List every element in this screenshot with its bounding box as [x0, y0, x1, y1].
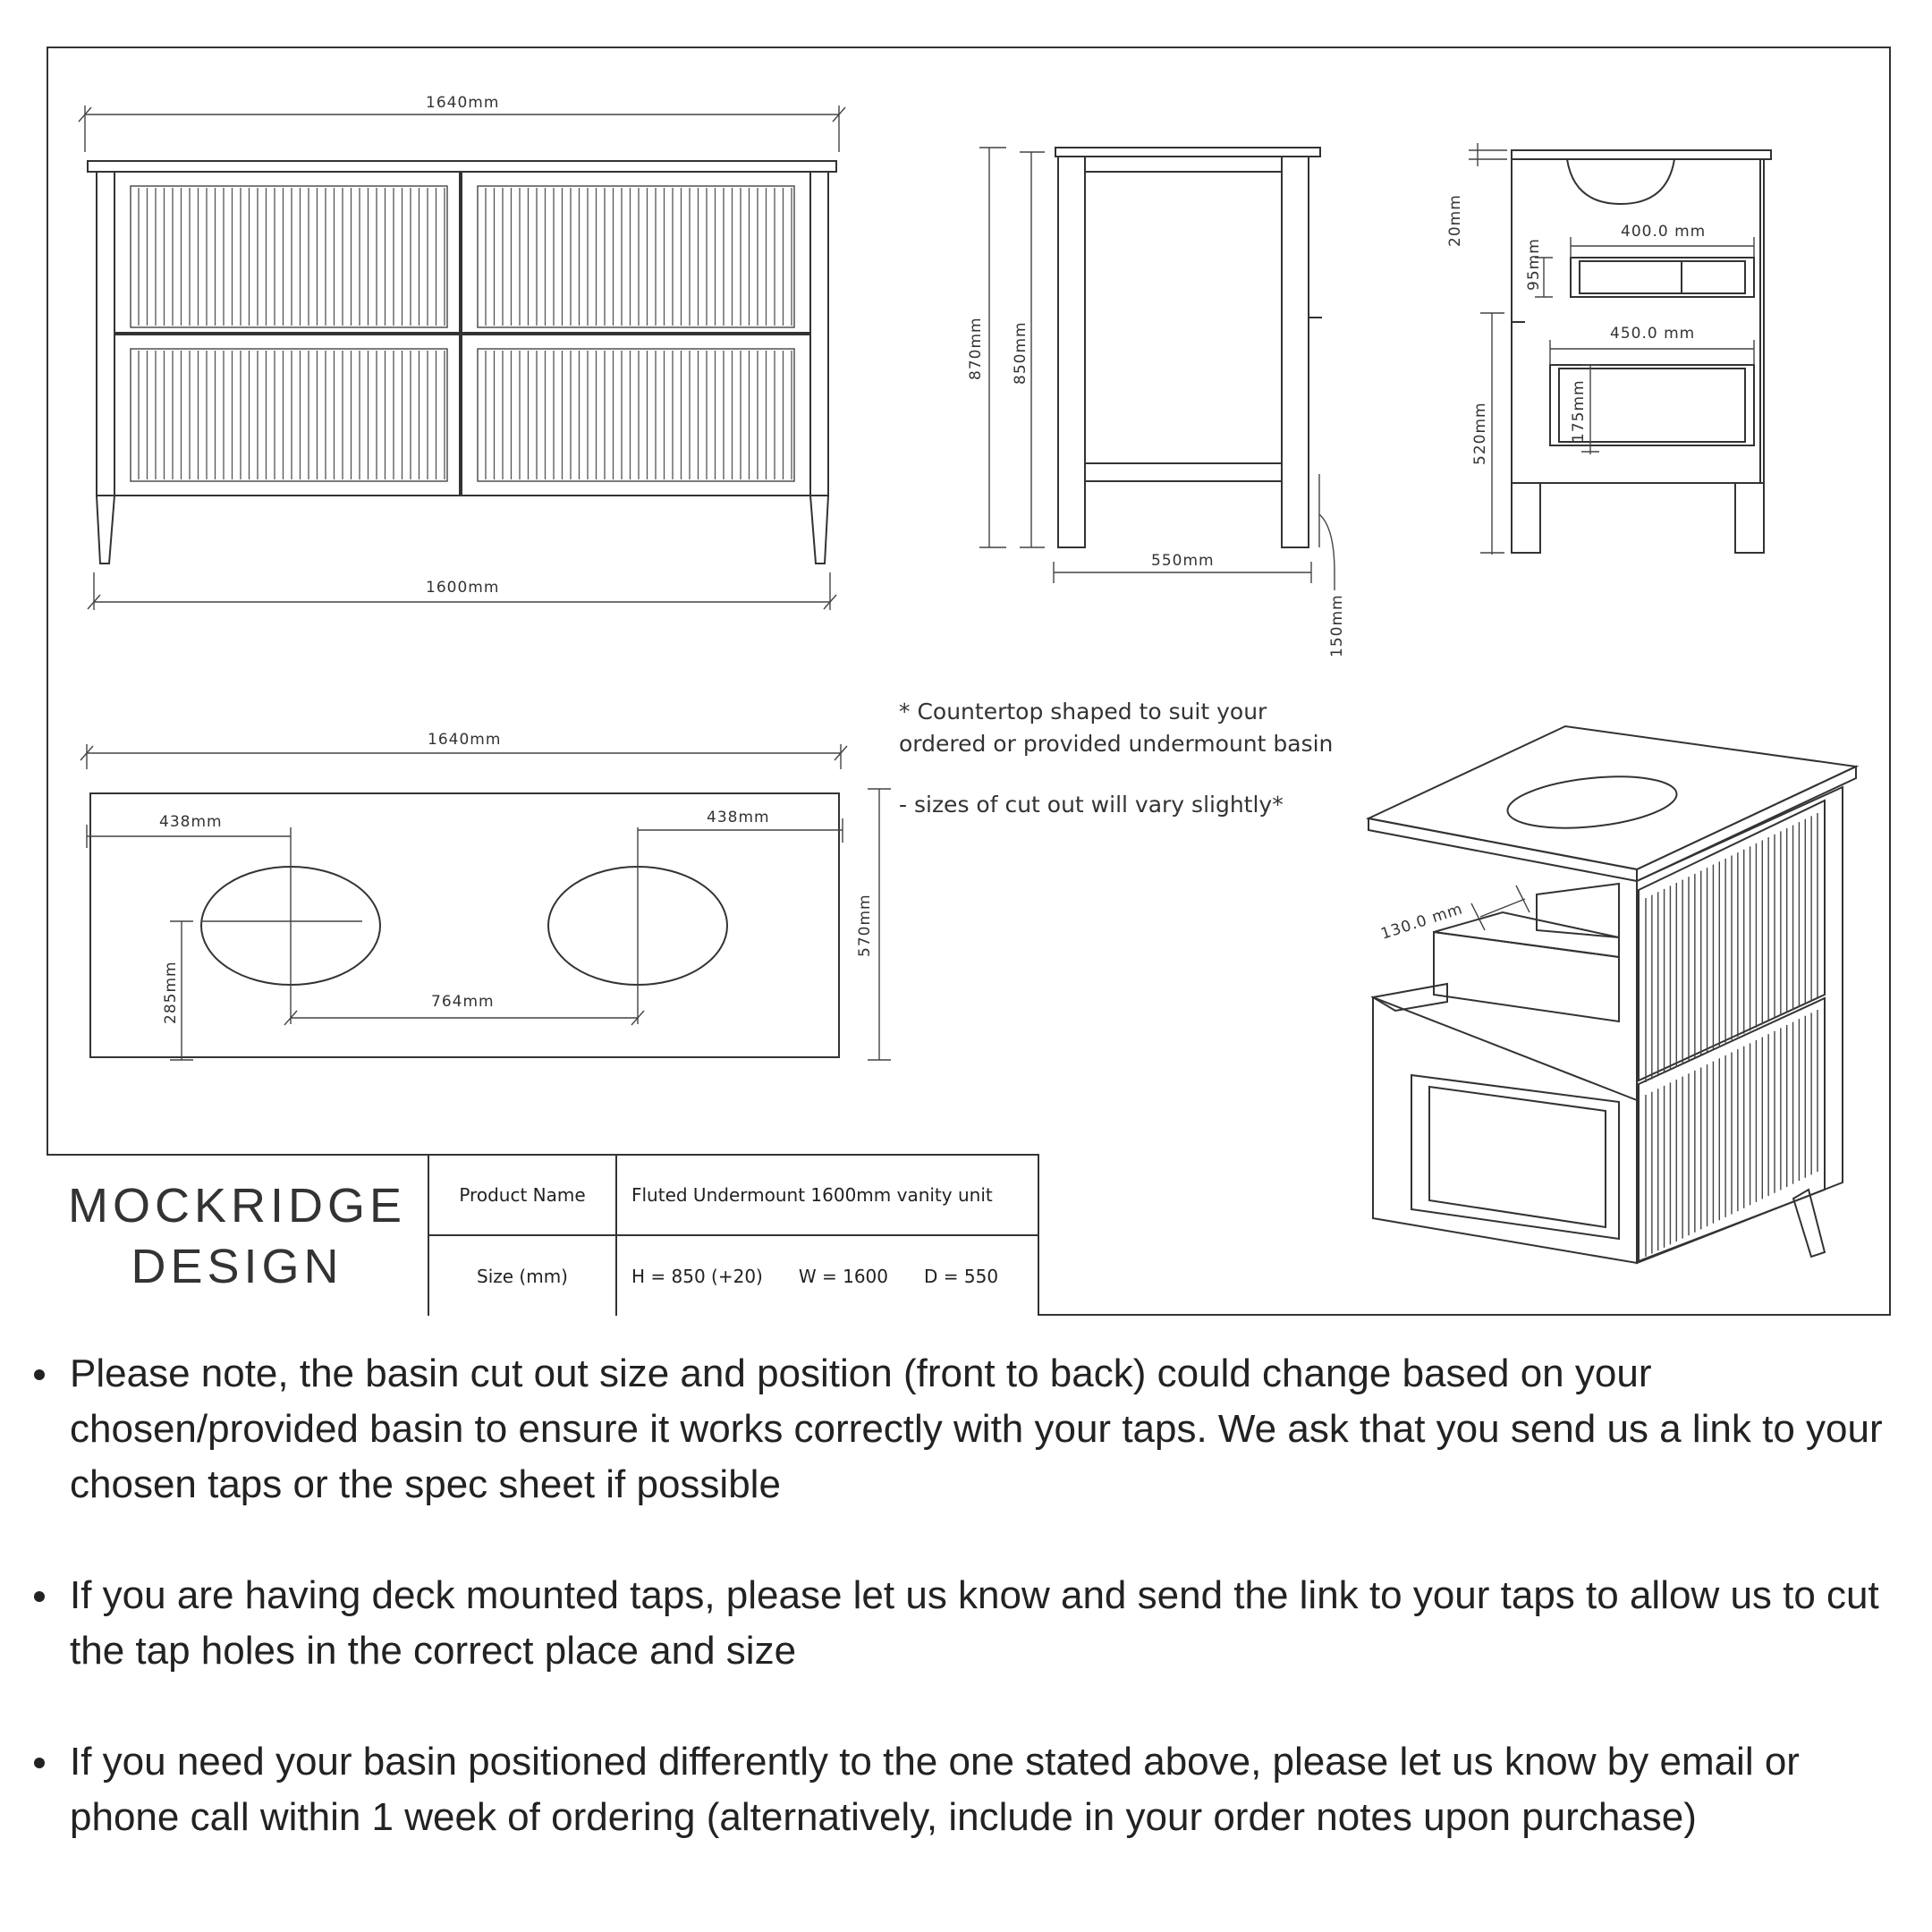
dim-drawer-width-bottom: 450.0 mm [1610, 325, 1696, 343]
size-value [617, 1236, 1038, 1316]
note-line-2: ordered or provided undermount basin [899, 731, 1334, 757]
iso-countertop [1368, 726, 1856, 869]
note-item: Please note, the basin cut out size and position (front to back) could change based on your chosen/provided basin to ensure it works correctly with your taps. We ask that you send us a link to your chosen taps or the spec sheet if possible [70, 1346, 1932, 1513]
notes-list [0, 1346, 1932, 1901]
side-leg-left [1058, 157, 1085, 547]
dim-inner-height: 520mm [1471, 402, 1489, 465]
dim-drawer-width-top: 400.0 mm [1621, 223, 1707, 241]
dim-top-width: 1640mm [426, 94, 500, 112]
drawer-bottom-left [114, 335, 460, 496]
note-line-3: - sizes of cut out will vary slightly* [899, 792, 1284, 818]
size-depth: D = 550 [924, 1265, 999, 1287]
leg-left [97, 496, 114, 564]
dim-plan-front-offset: 285mm [162, 961, 180, 1024]
dim-top-thickness: 20mm [1446, 194, 1464, 247]
dim-height-870: 870mm [967, 317, 985, 380]
note-item: If you need your basin positioned differently to the one stated above, please let us know by email or phone call within 1 week of ordering (alternatively, include in your order notes upon purchase) [70, 1734, 1932, 1845]
brand-line-1: MOCKRIDGE [67, 1178, 407, 1233]
drawer-top-left [114, 172, 460, 333]
dim-plan-width: 1640mm [428, 731, 502, 749]
isometric-view [1368, 726, 1856, 1263]
side-countertop [1055, 148, 1320, 157]
countertop [88, 161, 836, 172]
section-basin [1567, 159, 1674, 204]
plan-view [80, 731, 891, 1060]
spec-table [429, 1156, 1038, 1316]
size-height: H = 850 (+20) [631, 1265, 763, 1287]
dim-drawer-height-top: 95mm [1525, 238, 1543, 291]
dim-plan-left-offset: 438mm [159, 813, 223, 831]
front-elevation [79, 94, 845, 610]
dim-depth: 550mm [1151, 552, 1215, 570]
section-countertop [1512, 150, 1771, 159]
product-name-value: Fluted Undermount 1600mm vanity unit [617, 1156, 1038, 1236]
countertop-note [899, 699, 1333, 818]
product-name-label: Product Name [429, 1156, 617, 1236]
section-view [1446, 143, 1771, 555]
dim-plan-depth: 570mm [856, 894, 874, 957]
section-drawer-top [1571, 258, 1754, 297]
iso-fluting [1646, 813, 1818, 1257]
brand-logo [47, 1156, 429, 1316]
note-item: If you are having deck mounted taps, please let us know and send the link to your taps to allow us to cut the tap holes in the correct place and size [70, 1568, 1932, 1679]
dim-basin-spacing: 764mm [431, 993, 495, 1011]
dim-plan-right-offset: 438mm [707, 809, 770, 826]
section-leg-left [1512, 483, 1540, 553]
dim-drawer-height-bottom: 175mm [1570, 379, 1588, 443]
dim-base-width: 1600mm [426, 579, 500, 597]
size-label: Size (mm) [429, 1236, 617, 1316]
brand-line-2: DESIGN [131, 1239, 343, 1293]
section-leg-right [1735, 483, 1764, 553]
size-width: W = 1600 [798, 1265, 889, 1287]
leg-right [810, 496, 828, 564]
note-line-1: * Countertop shaped to suit your [899, 699, 1267, 724]
side-leg-right [1282, 157, 1309, 547]
side-rail [1085, 463, 1282, 481]
dim-drawer-clearance: 130.0 mm [1378, 900, 1466, 944]
iso-basin [1505, 769, 1680, 835]
side-elevation [967, 148, 1346, 657]
dim-leg-height: 150mm [1328, 594, 1346, 657]
dim-height-850: 850mm [1012, 321, 1030, 385]
title-block [47, 1154, 1039, 1316]
